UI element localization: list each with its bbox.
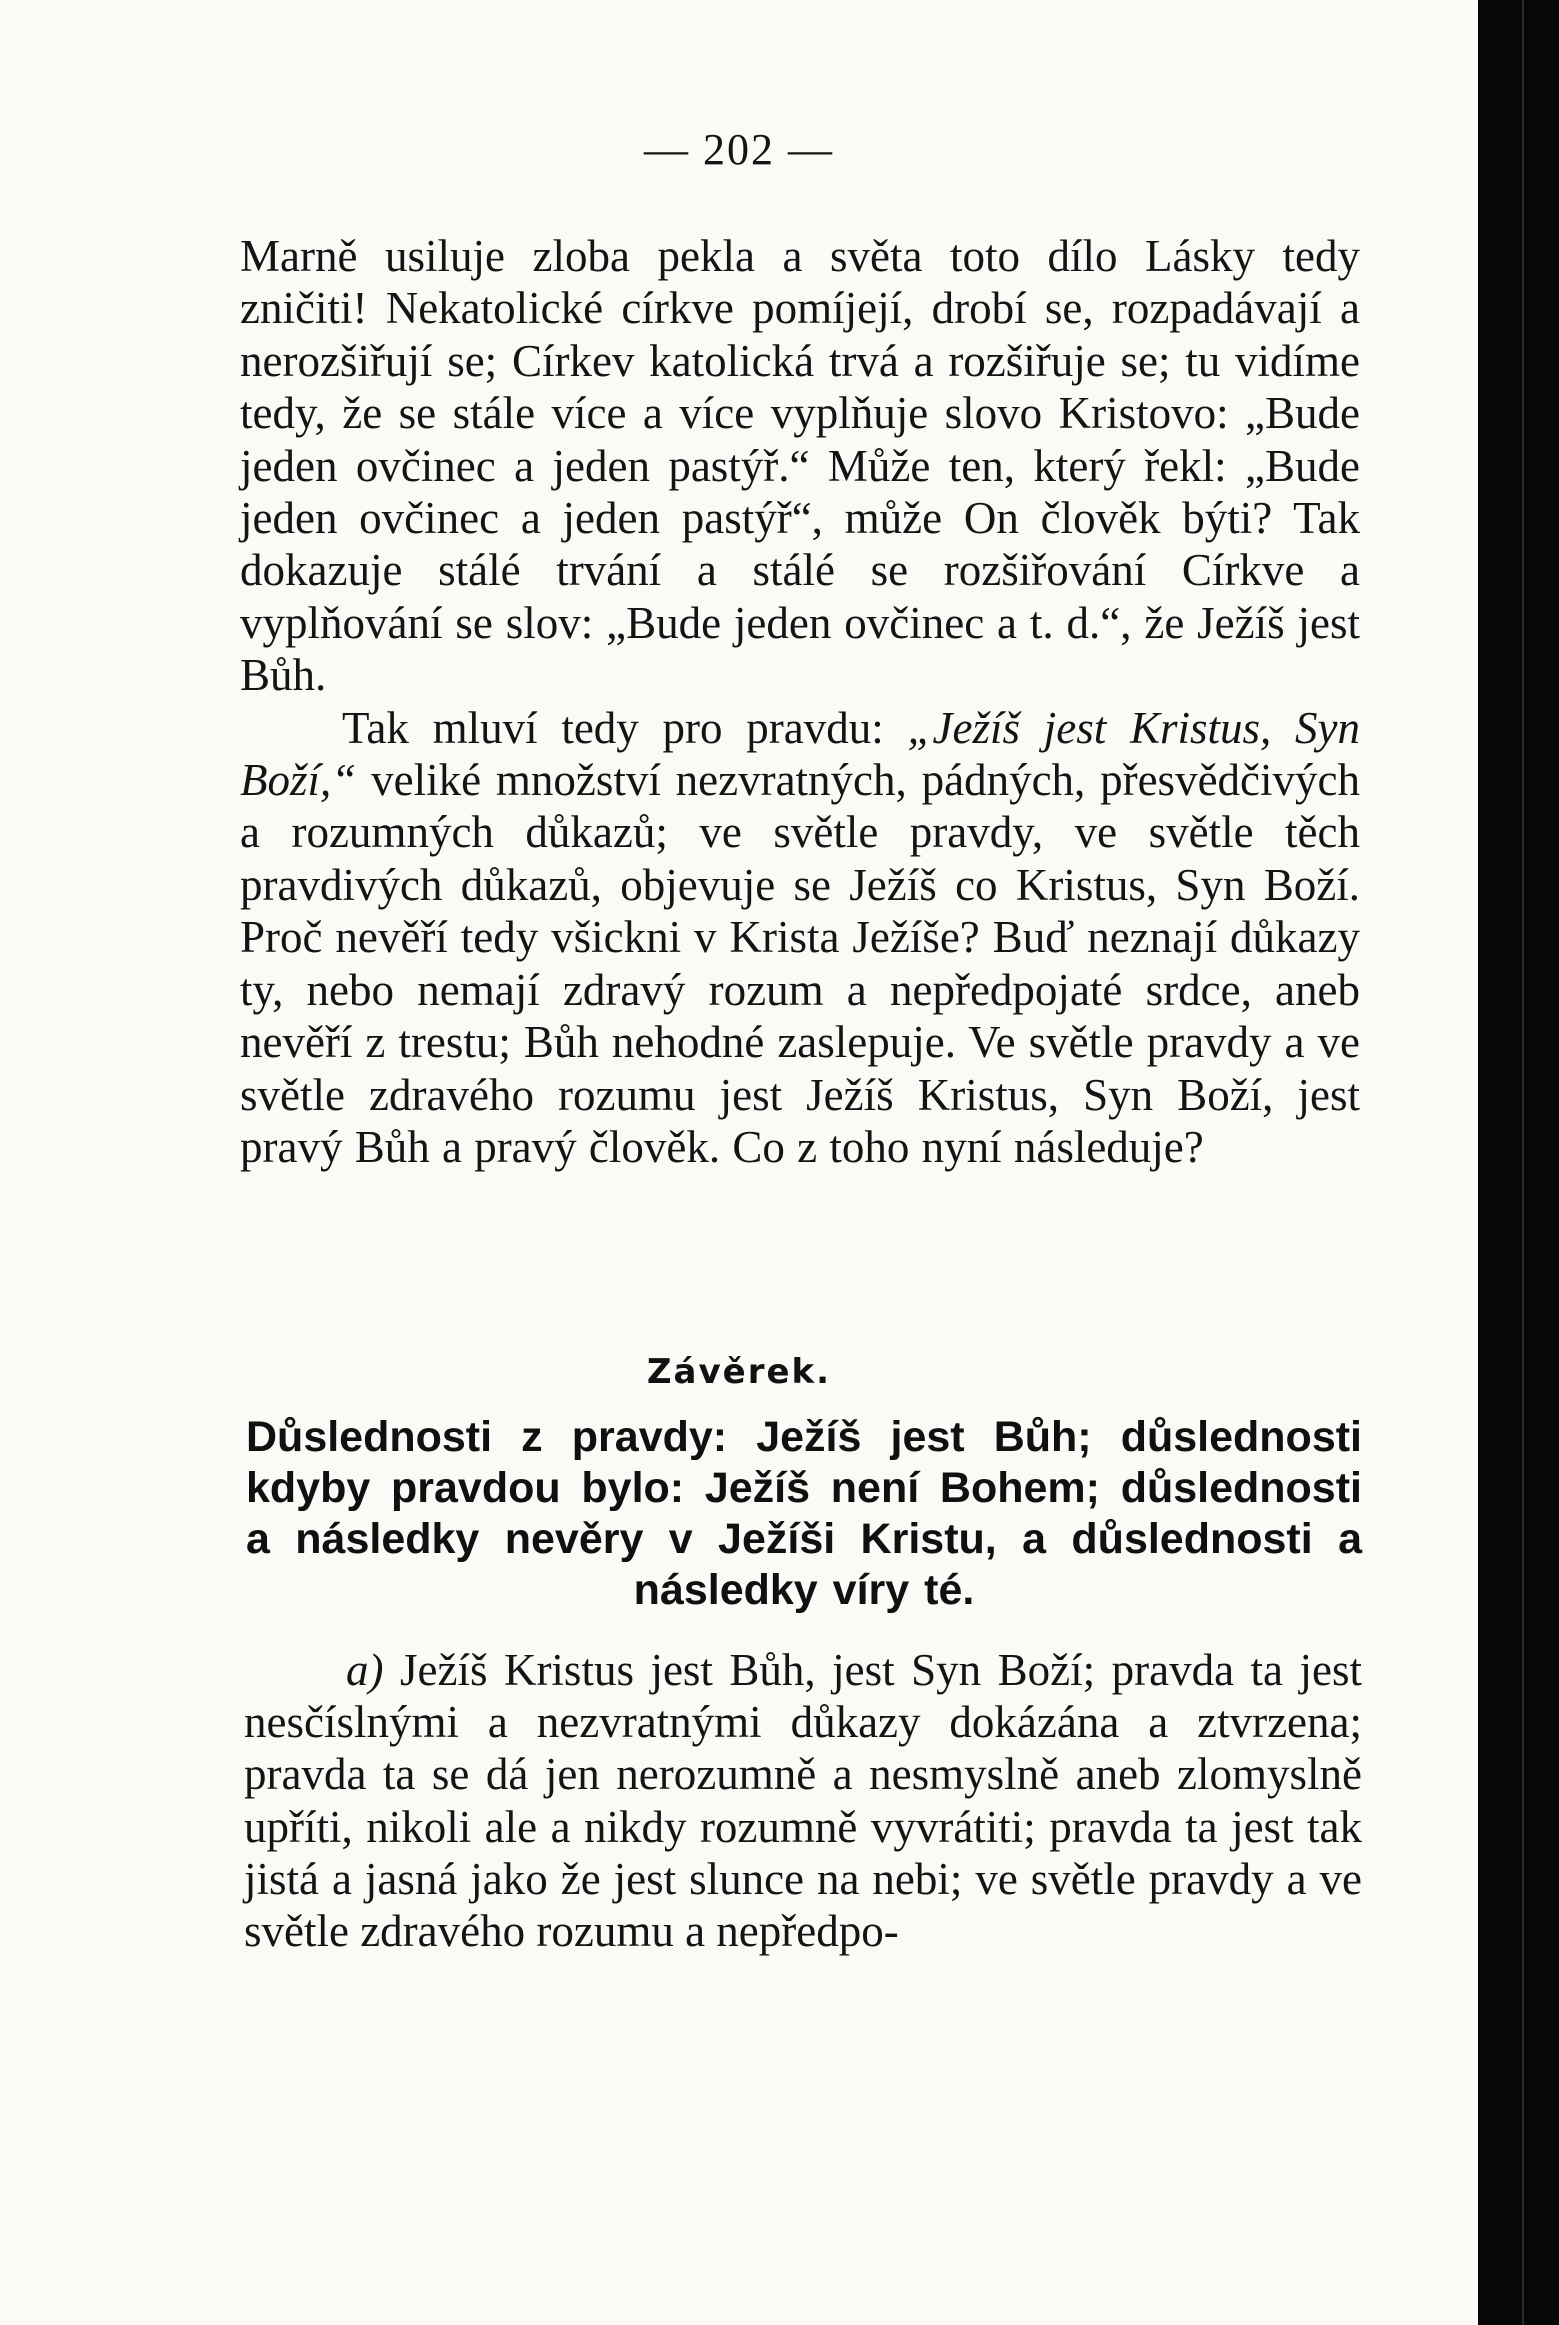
paragraph-2-end: veliké množství nezvratných, pádných, přesvědčivých a rozumných důkazů; ve světle pravdy, ve světle těch pravdivých důkazů, objevuje se Ježíš co Kristus, Syn Boží. Proč nevěří tedy všickni v Krista Ježíše? Buď neznají důkazy ty, nebo nemají zdravý rozum a nepředpojaté srdce, aneb nevěří z trestu; Bůh nehodné zaslepuje. Ve světle pravdy a ve světle zdravého rozumu jest Ježíš Kristus, Syn Boží, jest pravý Bůh a pravý člověk. Co z toho nyní následuje? xyxy=(240,755,1360,1172)
paragraph-a-label: a) xyxy=(346,1645,384,1695)
paragraph-a xyxy=(244,1644,1362,1957)
paragraph-2-start: Tak mluví tedy pro pravdu: xyxy=(342,702,908,753)
page-number: — 202 — xyxy=(644,125,834,174)
main-text-section xyxy=(240,230,1360,1173)
scan-edge-line xyxy=(1522,0,1524,2325)
summary-bold-text: Důslednosti z pravdy: Ježíš jest Bůh; důslednosti kdyby pravdou bylo: Ježíš není Bohem; důslednosti a následky nevěry v Ježíši Kristu, a důslednosti a následky víry té. xyxy=(246,1413,1362,1614)
section-2-text xyxy=(244,1644,1362,1957)
scan-border xyxy=(1478,0,1559,2325)
section-heading: Závěrek. xyxy=(646,1352,832,1392)
paragraph-1: Marně usiluje zloba pekla a světa toto dílo Lásky tedy zničiti! Nekatolické církve pomíjejí, drobí se, rozpadávají a nerozšiřují se; Církev katolická trvá a rozšiřuje se; tu vidíme tedy, že se stále více a více vyplňuje slovo Kristovo: „Bude jeden ovčinec a jeden pastýř.“ Může ten, který řekl: „Bude jeden ovčinec a jeden pastýř“, může On člověk býti? Tak dokazuje stálé trvání a stálé se rozšiřování Církve a vyplňování se slov: „Bude jeden ovčinec a t. d.“, že Ježíš jest Bůh. xyxy=(240,231,1360,701)
paragraph-2 xyxy=(240,702,1360,1174)
paragraph-2-quote: „Ježíš jest Kristus, Syn Boží,“ xyxy=(240,702,1360,806)
paragraph-a-text: Ježíš Kristus jest Bůh, jest Syn Boží; pravda ta jest nesčíslnými a nezvratnými důkazy dokázána a ztvrzena; pravda ta se dá jen nerozumně a nesmyslně aneb zlomyslně upříti, nikoli ale a nikdy rozumně vyvrátiti; pravda ta jest tak jistá a jasná jako že jest slunce na nebi; ve světle pravdy a ve světle zdravého rozumu a nepředpo- xyxy=(244,1645,1362,1957)
